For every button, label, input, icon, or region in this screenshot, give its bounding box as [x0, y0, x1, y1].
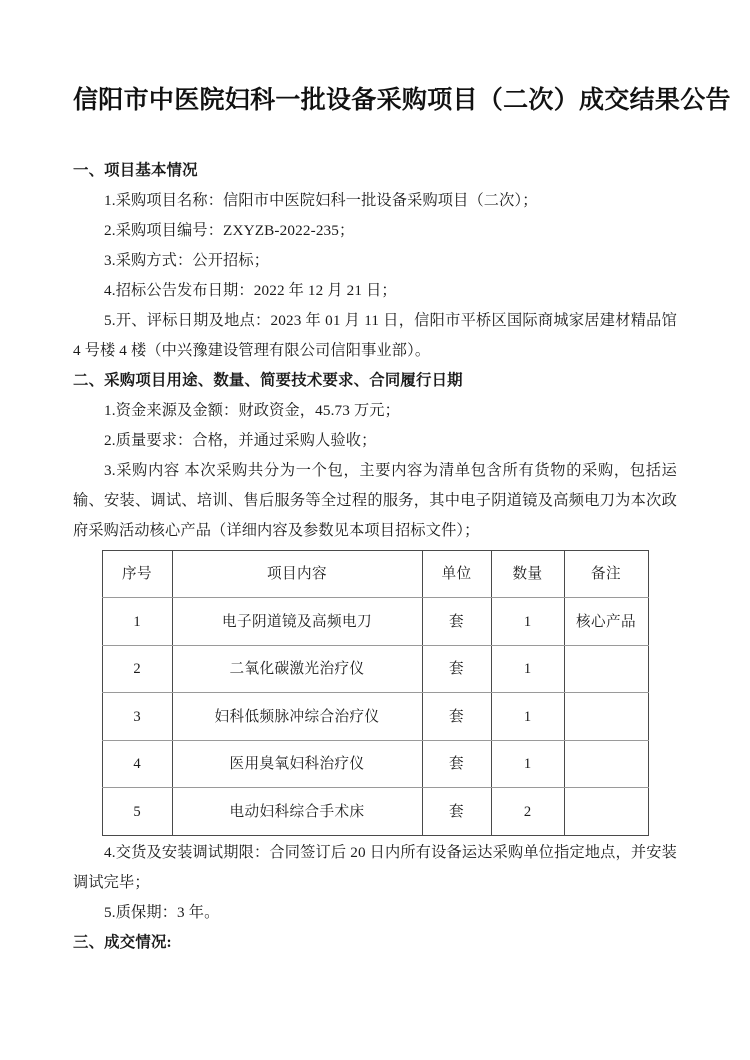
cell-unit: 套	[422, 645, 491, 693]
goods-table-container	[73, 550, 677, 836]
cell-item: 二氧化碳激光治疗仪	[172, 645, 422, 693]
cell-item: 电子阴道镜及高频电刀	[172, 598, 422, 646]
column-header-qty: 数量	[491, 550, 564, 598]
cell-qty: 1	[491, 740, 564, 788]
section-1-item-1: 1.采购项目名称：信阳市中医院妇科一批设备采购项目（二次）；	[104, 191, 538, 209]
column-header-seq: 序号	[102, 550, 172, 598]
section-1-item-3: 3.采购方式：公开招标；	[104, 251, 270, 269]
cell-unit: 套	[422, 740, 491, 788]
table-row	[102, 740, 648, 788]
section-1-item-2: 2.采购项目编号：ZXYZB-2022-235；	[104, 221, 355, 239]
section-heading-2: 二、采购项目用途、数量、简要技术要求、合同履行日期	[73, 371, 463, 389]
section-1-item-4: 4.招标公告发布日期：2022 年 12 月 21 日；	[104, 281, 397, 299]
section-2-item-5: 5.质保期：3 年。	[104, 903, 220, 921]
section-2-item-1: 1.资金来源及金额：财政资金，45.73 万元；	[104, 401, 400, 419]
table-row	[102, 693, 648, 741]
cell-item: 妇科低频脉冲综合治疗仪	[172, 693, 422, 741]
cell-item: 医用臭氧妇科治疗仪	[172, 740, 422, 788]
table-row	[102, 645, 648, 693]
section-1-item-5: 5.开、评标日期及地点：2023 年 01 月 11 日，信阳市平桥区国际商城家居建材精品馆 4 号楼 4 楼（中兴豫建设管理有限公司信阳事业部）。	[73, 311, 677, 359]
cell-note: 核心产品	[564, 598, 648, 646]
cell-unit: 套	[422, 788, 491, 836]
cell-seq: 2	[102, 645, 172, 693]
cell-unit: 套	[422, 693, 491, 741]
cell-seq: 1	[102, 598, 172, 646]
cell-unit: 套	[422, 598, 491, 646]
cell-note	[564, 740, 648, 788]
section-heading-1: 一、项目基本情况	[73, 161, 198, 179]
section-2-item-3: 3.采购内容 本次采购共分为一个包，主要内容为清单包含所有货物的采购，包括运输、安装、调试、培训、售后服务等全过程的服务，其中电子阴道镜及高频电刀为本次政府采购活动核心产品（详细内容及参数见本项目招标文件）；	[73, 461, 677, 539]
page-title: 信阳市中医院妇科一批设备采购项目（二次）成交结果公告	[73, 87, 731, 114]
document-body	[73, 156, 677, 958]
cell-seq: 4	[102, 740, 172, 788]
section-2-item-2: 2.质量要求：合格，并通过采购人验收；	[104, 431, 377, 449]
section-2-item-4: 4.交货及安装调试期限：合同签订后 20 日内所有设备运达采购单位指定地点，并安装调试完毕；	[73, 843, 677, 891]
column-header-unit: 单位	[422, 550, 491, 598]
table-row	[102, 598, 648, 646]
cell-qty: 1	[491, 598, 564, 646]
section-heading-3: 三、成交情况:	[73, 933, 172, 951]
column-header-note: 备注	[564, 550, 648, 598]
goods-table	[102, 550, 649, 836]
cell-item: 电动妇科综合手术床	[172, 788, 422, 836]
cell-note	[564, 693, 648, 741]
column-header-item: 项目内容	[172, 550, 422, 598]
table-row	[102, 788, 648, 836]
cell-seq: 3	[102, 693, 172, 741]
cell-qty: 2	[491, 788, 564, 836]
cell-qty: 1	[491, 645, 564, 693]
cell-note	[564, 788, 648, 836]
table-header-row	[102, 550, 648, 598]
cell-note	[564, 645, 648, 693]
cell-seq: 5	[102, 788, 172, 836]
cell-qty: 1	[491, 693, 564, 741]
